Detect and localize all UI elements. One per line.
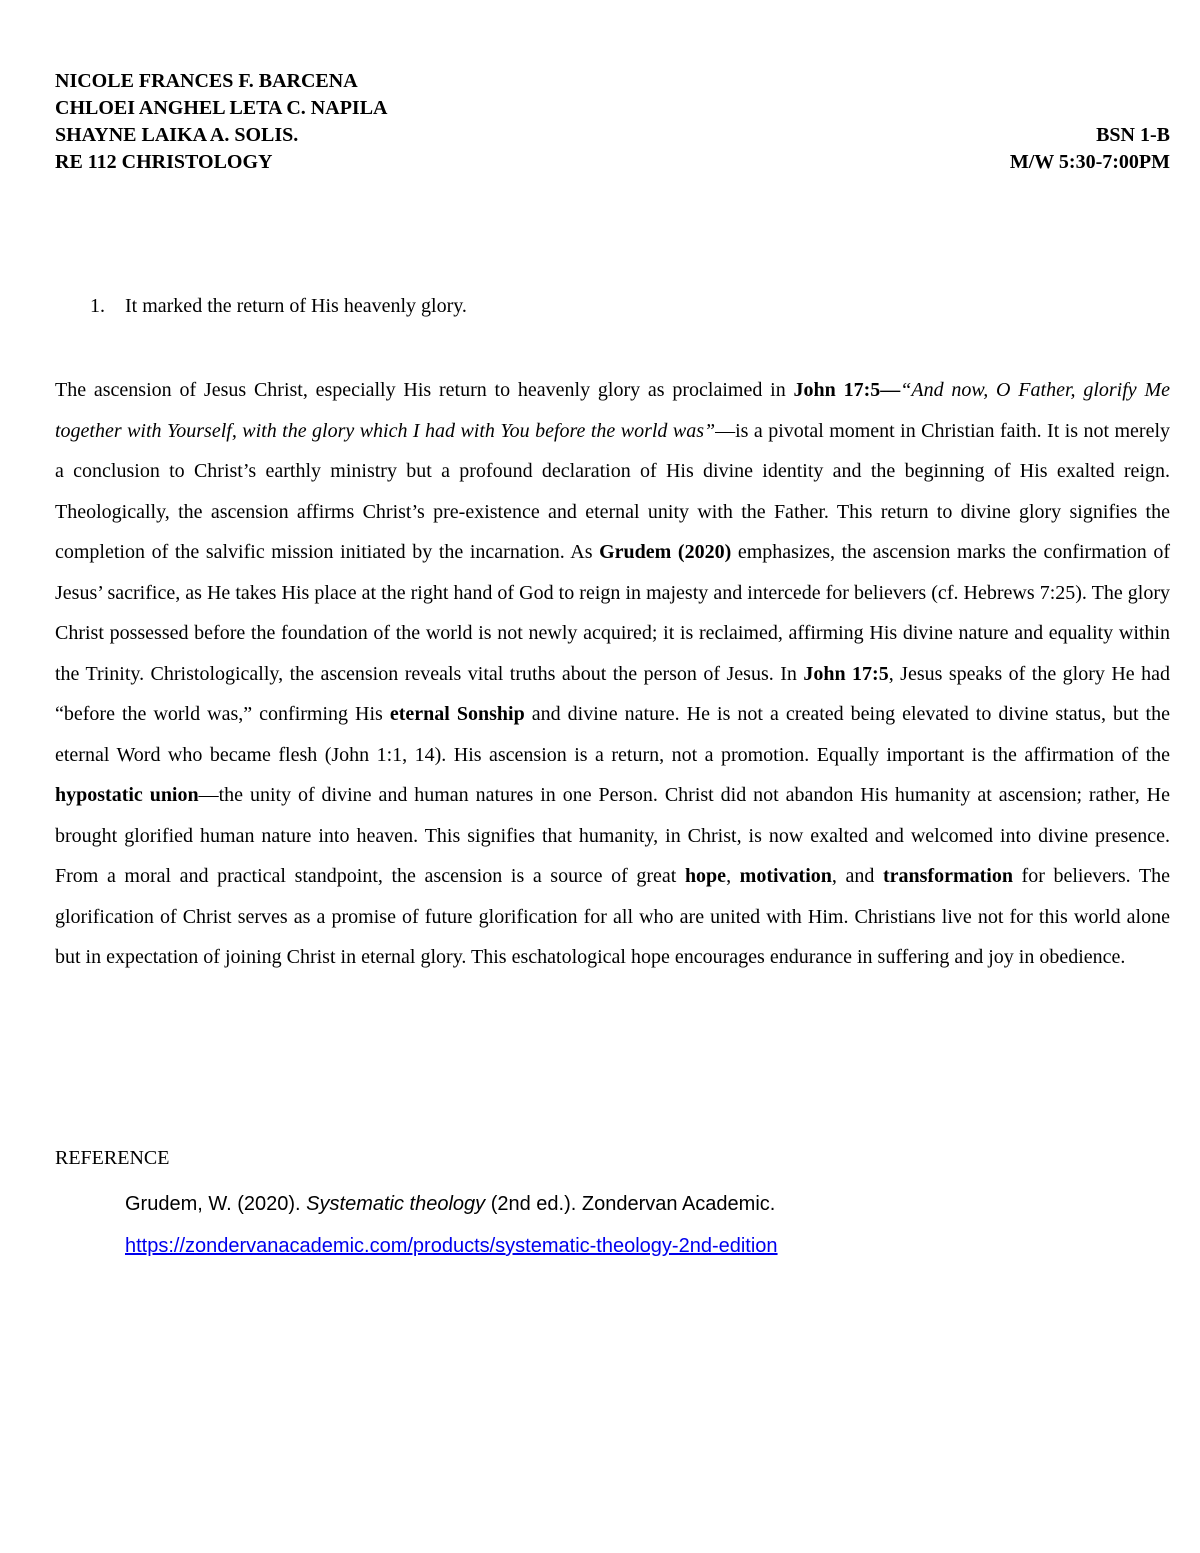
bold-term: hypostatic union	[55, 784, 199, 806]
bold-term: eternal Sonship	[389, 703, 525, 725]
section-label: BSN 1-B	[1096, 124, 1170, 146]
reference-heading: REFERENCE	[55, 1147, 170, 1169]
numbered-item	[90, 292, 467, 320]
paragraph-text: emphasizes, the ascension marks the confirmation of Jesus’ sacrifice, as He takes His place at the right hand of God to reign in majesty and intercede for believers (cf. Hebrews 7:25). The glory Christ possessed before the foundation of the world is not newly acquired; it is reclaimed, affirming His divine nature and equality within the Trinity. Christologically, the ascension reveals vital truths about the person of Jesus. In	[55, 541, 1170, 685]
paragraph-text: for believers. The glorification of Christ serves as a promise of future glorification for all who are united with Him. Christians live not for this world alone but in expectation of joining Christ in eternal glory. This eschatological hope encourages endurance in suffering and joy in obedience.	[55, 865, 1170, 968]
header-row-1	[55, 68, 1170, 95]
class-schedule: M/W 5:30-7:00PM	[1009, 151, 1170, 173]
reference-details: (2nd ed.). Zondervan Academic.	[485, 1193, 776, 1215]
paragraph-text: , Jesus speaks of the glory He had “before the world was,” confirming His	[55, 662, 1170, 725]
course-title: RE 112 CHRISTOLOGY	[55, 151, 273, 173]
body-paragraph	[55, 370, 1170, 978]
paragraph-text: —the unity of divine and human natures in one Person. Christ did not abandon His humanity at ascension; rather, He brought glorified human nature into heaven. This signifies that humanity, in Christ, is now exalted and welcomed into divine presence. From a moral and practical standpoint, the ascension is a source of great	[55, 784, 1170, 887]
paragraph-text: The ascension of Jesus Christ, especially His return to heavenly glory as proclaimed in	[55, 379, 794, 401]
em-dash: —	[880, 379, 901, 401]
paragraph-text: —is a pivotal moment in Christian faith. It is not merely a conclusion to Christ’s earthly ministry but a profound declaration of His divine identity and the beginning of His exalted reign. Theologically, the ascension affirms Christ’s pre-existence and eternal unity with the Father. This return to divine glory signifies the completion of the salvific mission initiated by the incarnation. As	[55, 419, 1170, 563]
header-row-4	[55, 149, 1170, 176]
bold-citation: John 17:5	[793, 379, 881, 401]
paragraph-text: , and	[831, 865, 883, 887]
reference-title: Systematic theology	[306, 1193, 486, 1215]
author-name: NICOLE FRANCES F. BARCENA	[55, 70, 358, 92]
author-name: SHAYNE LAIKA A. SOLIS.	[55, 124, 299, 146]
reference-citation	[125, 1183, 778, 1225]
item-number: 1.	[90, 295, 105, 317]
header-row-3	[55, 122, 1170, 149]
author-name: CHLOEI ANGHEL LETA C. NAPILA	[55, 97, 388, 119]
bold-citation: John 17:5	[803, 662, 889, 685]
bold-citation: Grudem (2020)	[599, 541, 732, 563]
reference-author-year: Grudem, W. (2020).	[125, 1193, 307, 1215]
reference-link[interactable]: https://zondervanacademic.com/products/systematic-theology-2nd-edition	[125, 1235, 778, 1257]
header-row-2	[55, 95, 1170, 122]
item-text: It marked the return of His heavenly glory.	[125, 295, 467, 317]
paragraph-text: ,	[726, 865, 740, 887]
paragraph-text: and divine nature. He is not a created being elevated to divine status, but the eternal Word who became flesh (John 1:1, 14). His ascension is a return, not a promotion. Equally important is the affirmation of the	[55, 703, 1170, 766]
bold-term: hope	[684, 865, 727, 887]
bold-term: motivation	[739, 865, 832, 887]
bold-term: transformation	[882, 865, 1013, 887]
scripture-quote: “And now, O Father, glorify Me together with Yourself, with the glory which I had with You before the world was”	[55, 379, 1170, 442]
reference-entry	[125, 1183, 778, 1267]
document-header	[55, 68, 1170, 176]
